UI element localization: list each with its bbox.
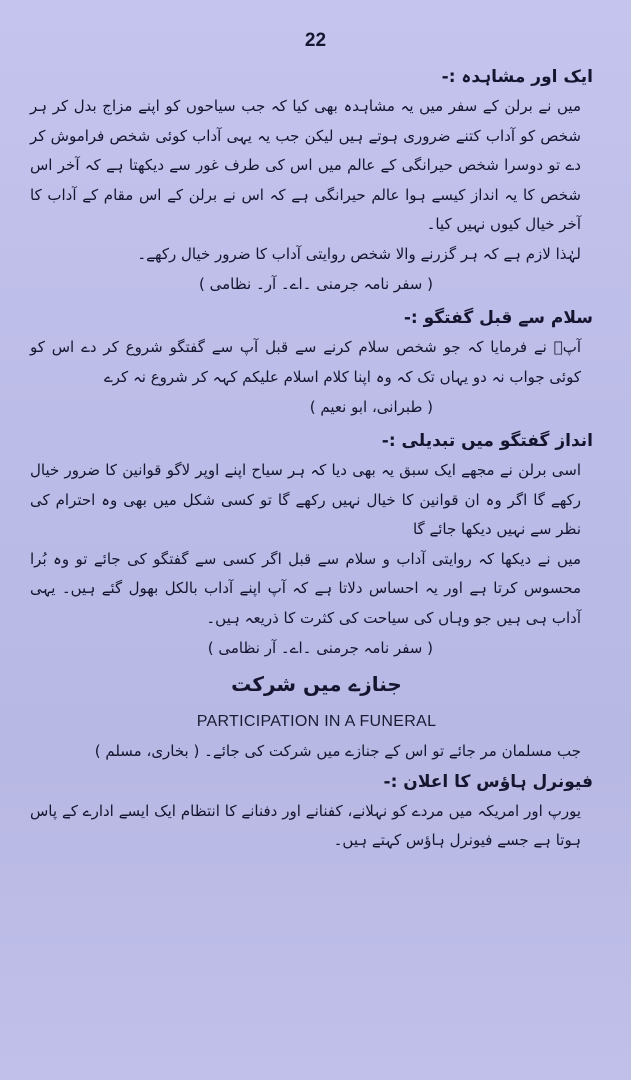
paragraph-conclusion: لہٰذا لازم ہے کہ ہر گزرنے والا شخص روایتی آداب کا ضرور خیال رکھے۔ xyxy=(137,244,581,263)
section-title-funeral: جنازے میں شرکت xyxy=(231,672,402,696)
page-number: 22 xyxy=(304,30,327,51)
citation-safarnama-1: ( سفر نامہ جرمنی ۔اے۔ آر۔ نظامی ) xyxy=(198,275,433,293)
heading-salam-before-talk: سلام سے قبل گفتگو :- xyxy=(403,308,593,328)
paragraph-berlin-lesson: اسی برلن نے مجھے ایک سبق یہ بھی دیا کہ ہر سیاح اپنے اوپر لاگو قوانین کا ضرور خیال رکھے گا اگر وہ ان قوانین کا خیال نہیں رکھے گا تو کسی شکل میں بھی وہ احترام کی نظر سے نہیں دیکھا جائے گا xyxy=(30,461,581,538)
heading-one-more-observation: ایک اور مشاہدہ :- xyxy=(441,67,593,87)
heading-funeral-house: فیونرل ہاؤس کا اعلان :- xyxy=(383,771,593,792)
paragraph-berlin-observation: میں نے برلن کے سفر میں یہ مشاہدہ بھی کیا کہ جب سیاحوں کو اپنے مزاج بدل کر ہر شخص کو آداب کتنے ضروری ہوتے ہیں لیکن جب یہ یہی آداب کوئی شخص فراموش کر دے تو دوسرا شخص حیرانگی کے عالم میں اس کی طرف غور سے دیکھتا ہے کہ آخر اس شخص کا یہ انداز کیسے ہوا عالم حیرانگی ہے کہ اس نے برلن کے اس مقام کے آداب کا آخر خیال کیوں نہیں کیا۔ xyxy=(30,97,581,233)
heading-change-in-manner: انداز گفتگو میں تبدیلی :- xyxy=(381,431,593,451)
citation-safarnama-2: ( سفر نامہ جرمنی ۔اے۔ آر نظامی ) xyxy=(207,639,433,657)
english-title-funeral: PARTICIPATION IN A FUNERAL xyxy=(196,713,437,730)
page-content xyxy=(30,62,603,856)
paragraph-funeral-house: یورپ اور امریکہ میں مردے کو نہلانے، کفنانے اور دفنانے کا انتظام ایک ایسے ادارے کے پاس ہوتا ہے جسے فیونرل ہاؤس کہتے ہیں۔ xyxy=(30,801,581,849)
paragraph-funeral-hadith: جب مسلمان مر جائے تو اس کے جنازے میں شرکت کی جائے۔ ( بخاری، مسلم ) xyxy=(94,742,581,760)
paragraph-salam-hadith: آپؐ نے فرمایا کہ جو شخص سلام کرنے سے قبل آپ سے گفتگو شروع کر دے اس کو کوئی جواب نہ دو یہاں تک کہ وہ اپنا کلام اسلام علیکم کہہ کر شروع نہ کرے xyxy=(30,338,581,386)
citation-tabarani: ( طبرانی، ابو نعیم ) xyxy=(309,398,433,416)
paragraph-traditional-manners: میں نے دیکھا کہ روایتی آداب و سلام سے قبل اگر کسی سے گفتگو کی جائے تو وہ بُرا محسوس کرتا ہے اور یہ احساس دلاتا ہے کہ آپ اپنے آداب بالکل بھول گئے ہیں۔ یہی آداب ہی ہیں جو وہاں کی سیاحت کی کثرت کا ذریعہ ہیں۔ xyxy=(30,549,581,627)
